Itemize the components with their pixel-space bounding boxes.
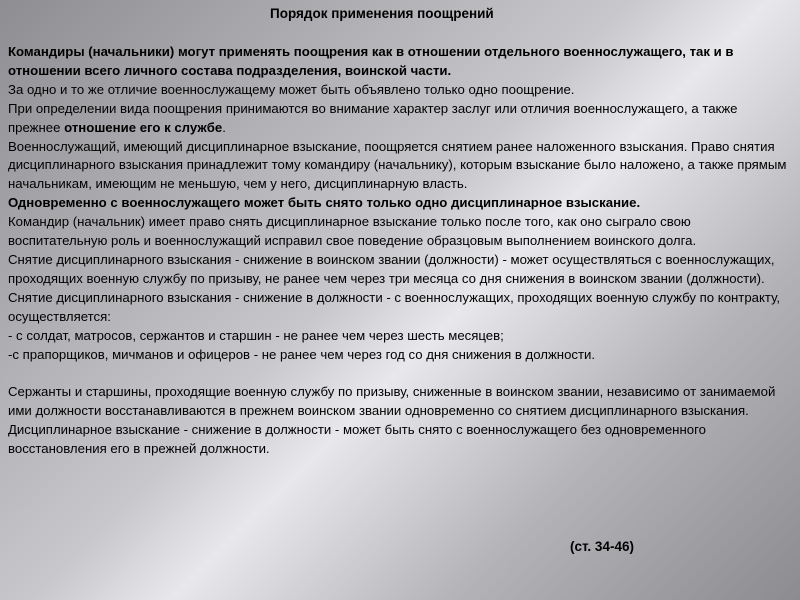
slide-title: Порядок применения поощрений bbox=[270, 6, 494, 21]
paragraph-award-type-end: . bbox=[222, 119, 226, 135]
list-item-soldiers: - с солдат, матросов, сержантов и старшин - не ранее чем через шесть месяцев; bbox=[8, 327, 504, 343]
paragraph-one-award: За одно и то же отличие военнослужащему может быть объявлено только одно поощрение. bbox=[8, 81, 575, 97]
paragraph-commanders: Командиры (начальники) могут применять поощрения как в отношении отдельного военнослужащего, так и в отношении всего личного состава подразделения, воинской части. bbox=[8, 44, 734, 78]
paragraph-commander-right: Командир (начальник) имеет право снять дисциплинарное взыскание только после того, как оно сыграло свою воспитательную роль и военнослужащий исправил свое поведение образцовым выполнением воинского долга. bbox=[8, 214, 697, 249]
slide-body bbox=[8, 43, 792, 459]
paragraph-sergeants: Сержанты и старшины, проходящие военную службу по призыву, сниженные в воинском звании, независимо от занимаемой ими должности восстанавливаются в прежнем воинском звании одновременно со снятием дисциплинарного взыскания. bbox=[8, 384, 776, 419]
paragraph-position-demotion: Дисциплинарное взыскание - снижение в должности - может быть снято с военнослужащего без одновременного восстановления его в прежней должности. bbox=[8, 422, 706, 457]
paragraph-rank-demotion: Снятие дисциплинарного взыскания - снижение в воинском звании (должности) - может осуществляться с военнослужащих, проходящих военную службу по призыву, не ранее чем через три месяца со дня снижения в воинском звании (должности). bbox=[8, 251, 775, 286]
list-item-officers: -с прапорщиков, мичманов и офицеров - не ранее чем через год со дня снижения в должности. bbox=[8, 346, 596, 362]
paragraph-award-type bbox=[8, 100, 792, 138]
paragraph-award-type-text: При определении вида поощрения принимаются во внимание характер заслуг или отличия военнослужащего, а также прежнее bbox=[8, 100, 738, 135]
paragraph-one-penalty: Одновременно с военнослужащего может быть снято только одно дисциплинарное взыскание. bbox=[8, 195, 641, 211]
paragraph-penalty-removal: Военнослужащий, имеющий дисциплинарное взыскание, поощряется снятием ранее наложенного взыскания. Право снятия дисциплинарного взыскания принадлежит тому командиру (начальнику), которым взыскание было наложено, а также прямым начальникам, имеющим не меньшую, чем у него, дисциплинарную власть. bbox=[8, 138, 787, 192]
paragraph-award-type-emphasis: отношение его к службе bbox=[64, 119, 223, 135]
spacer bbox=[8, 364, 792, 383]
article-reference: (ст. 34-46) bbox=[570, 539, 634, 554]
paragraph-contract-demotion: Снятие дисциплинарного взыскания - снижение в должности - с военнослужащих, проходящих военную службу по контракту, осуществляется: bbox=[8, 289, 781, 324]
